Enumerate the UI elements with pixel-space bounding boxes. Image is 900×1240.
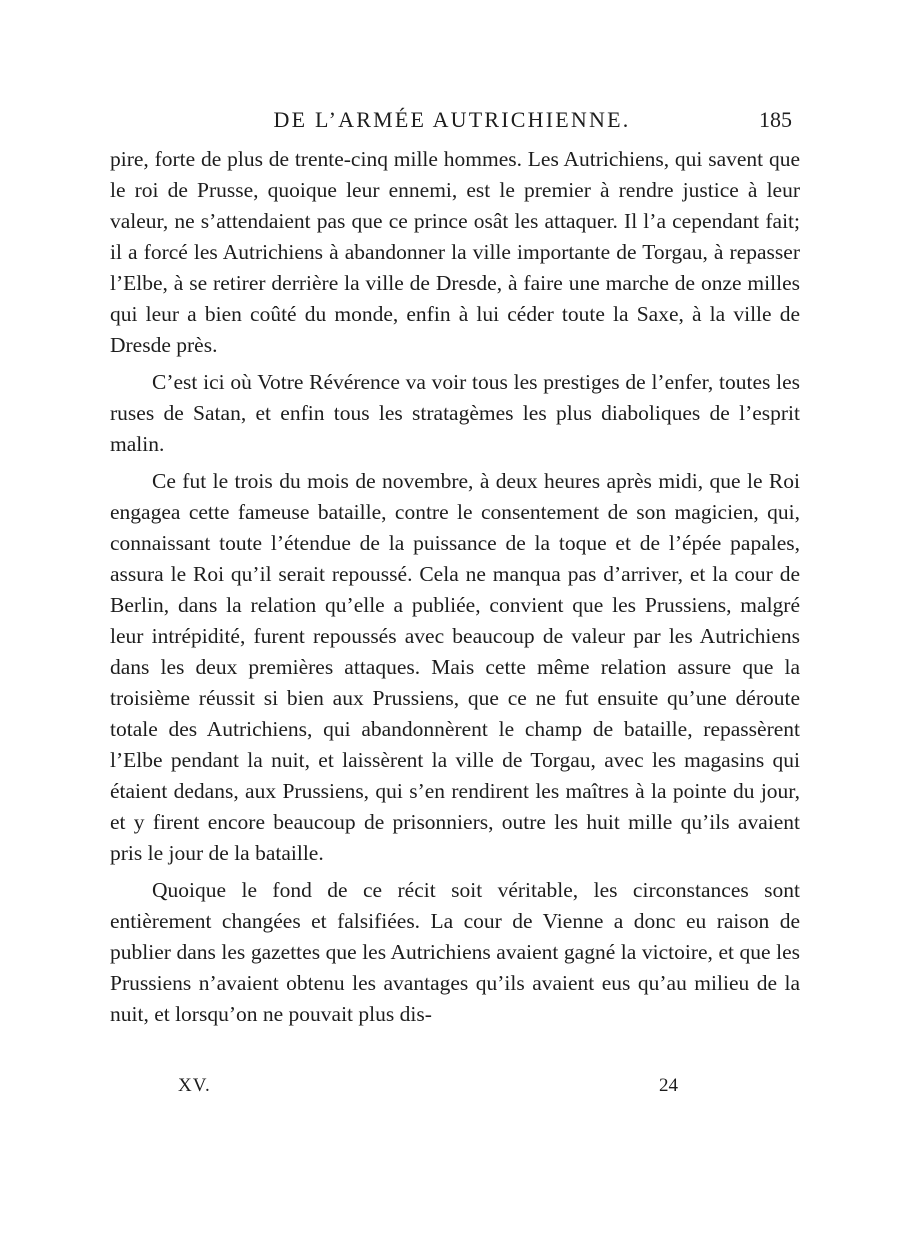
- page-number: 185: [759, 107, 792, 132]
- paragraph-2: C’est ici où Votre Révérence va voir tous les prestiges de l’enfer, toutes les ruses de Satan, et enfin tous les stratagèmes les plus diaboliques de l’esprit malin.: [110, 370, 800, 456]
- gathering-number: 24: [659, 1075, 678, 1096]
- page-footer: [178, 1075, 698, 1105]
- body-text: [110, 144, 800, 1036]
- signature-mark: XV.: [178, 1075, 211, 1096]
- paragraph-3: Ce fut le trois du mois de novembre, à deux heures après midi, que le Roi engagea cette fameuse bataille, contre le consentement de son magicien, qui, connaissant toute l’étendue de la puissance de la toque et de l’épée papales, assura le Roi qu’il serait repoussé. Cela ne manqua pas d’arriver, et la cour de Berlin, dans la relation qu’elle a publiée, convient que les Prussiens, malgré leur intrépidité, furent repoussés avec beaucoup de valeur par les Autrichiens dans les deux premières attaques. Mais cette même relation assure que la troisième réussit si bien aux Prussiens, que ce ne fut ensuite qu’une déroute totale des Autrichiens, qui abandonnèrent le champ de bataille, repassèrent l’Elbe pendant la nuit, et laissèrent la ville de Torgau, avec les magasins qui étaient dedans, aux Prussiens, qui s’en rendirent les maîtres à la pointe du jour, et y firent encore beaucoup de prisonniers, outre les huit mille qu’ils avaient pris le jour de la bataille.: [110, 469, 800, 865]
- running-head: [108, 107, 796, 137]
- paragraph-1: pire, forte de plus de trente-cinq mille hommes. Les Autrichiens, qui savent que le roi de Prusse, quoique leur ennemi, est le premier à rendre justice à leur valeur, ne s’attendaient pas que ce prince osât les attaquer. Il l’a cependant fait; il a forcé les Autrichiens à abandonner la ville importante de Torgau, à repasser l’Elbe, à se retirer derrière la ville de Dresde, à faire une marche de onze milles qui leur a bien coûté du monde, enfin à lui céder toute la Saxe, à la ville de Dresde près.: [110, 147, 800, 357]
- running-title: DE L’ARMÉE AUTRICHIENNE.: [273, 107, 631, 132]
- paragraph-4: Quoique le fond de ce récit soit véritable, les circonstances sont entièrement changées et falsifiées. La cour de Vienne a donc eu raison de publier dans les gazettes que les Autrichiens avaient gagné la victoire, et que les Prussiens n’avaient obtenu les avantages qu’ils avaient eus qu’au milieu de la nuit, et lorsqu’on ne pouvait plus dis-: [110, 878, 800, 1026]
